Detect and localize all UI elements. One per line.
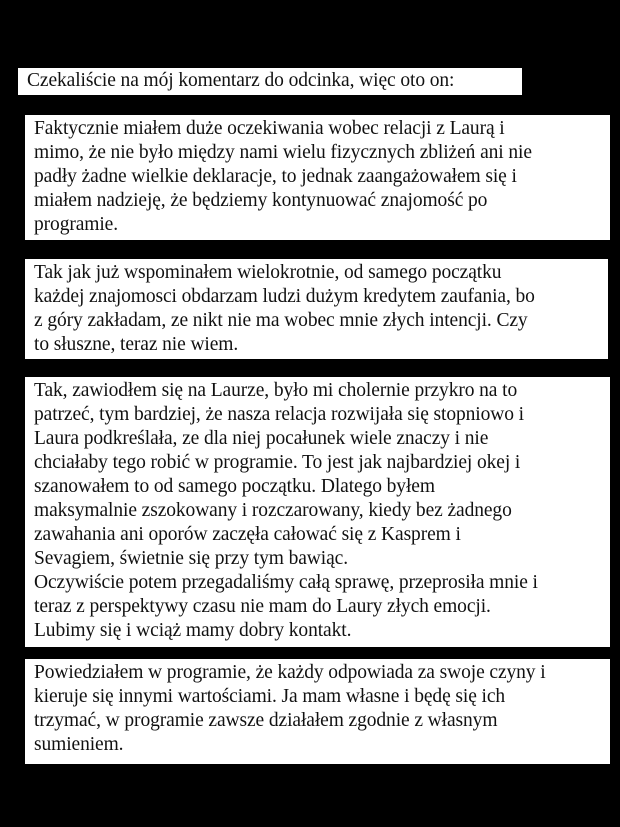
- paragraph-trust: Tak jak już wspominałem wielokrotnie, od samego początku każdej znajomosci obdarzam ludzi dużym kredytem zaufania, bo z góry zakładam, ze nikt nie ma wobec mnie złych intencji. Czy to słuszne, teraz nie wiem.: [25, 259, 608, 359]
- intro-text-box: Czekaliście na mój komentarz do odcinka, więc oto on:: [18, 68, 522, 95]
- paragraph-disappointment: Tak, zawiodłem się na Laurze, było mi cholernie przykro na to patrzeć, tym bardziej, że nasza relacja rozwijała się stopniowo i Laura podkreślała, ze dla niej pocałunek wiele znaczy i nie chciałaby tego robić w programie. To jest jak najbardziej okej i szanowałem to od samego początku. Dlatego byłem maksymalnie zszokowany i rozczarowany, kiedy bez żadnego zawahania ani oporów zaczęła całować się z Kasprem i Sevagiem, świetnie się przy tym bawiąc. Oczywiście potem przegadaliśmy całą sprawę, przeprosiła mnie i teraz z perspektywy czasu nie mam do Laury złych emocji. Lubimy się i wciąż mamy dobry kontakt.: [25, 377, 610, 647]
- paragraph-values: Powiedziałem w programie, że każdy odpowiada za swoje czyny i kieruje się innymi wartościami. Ja mam własne i będę się ich trzymać, w programie zawsze działałem zgodnie z własnym sumieniem.: [25, 659, 610, 764]
- paragraph-expectations: Faktycznie miałem duże oczekiwania wobec relacji z Laurą i mimo, że nie było między nami wielu fizycznych zbliżeń ani nie padły żadne wielkie deklaracje, to jednak zaangażowałem się i miałem nadzieję, że będziemy kontynuować znajomość po programie.: [25, 115, 610, 240]
